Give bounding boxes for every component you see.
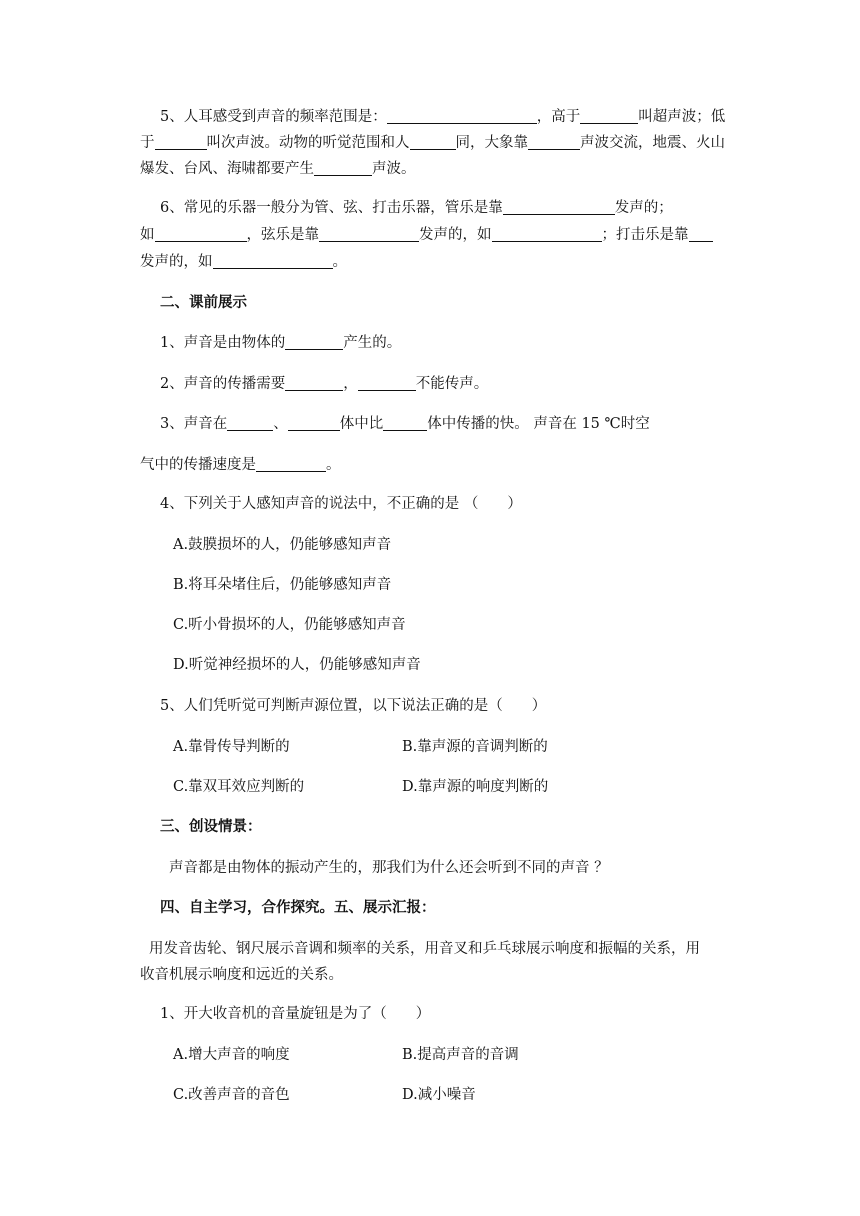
q5-text: 声波。	[372, 161, 416, 177]
answer-blank	[387, 108, 537, 124]
q6-text: 发声的；	[614, 200, 673, 216]
question-text: 2、声音的传播需要	[160, 376, 286, 392]
answer-blank	[285, 375, 343, 391]
q5-text: 于	[140, 135, 155, 151]
answer-blank	[227, 415, 273, 431]
option-b: B.将耳朵堵住后，仍能够感知声音	[173, 577, 392, 593]
q6-text: 6、常见的乐器一般分为管、弦、打击乐器，管乐是靠	[160, 200, 503, 216]
q5-line-3	[140, 159, 740, 179]
section-heading: 三、创设情景：	[160, 818, 262, 835]
q5-line-2	[140, 133, 740, 153]
q5-text: 声波交流，地震、火山	[580, 135, 725, 151]
q6-text: ；打击乐是靠	[601, 227, 689, 243]
question-text: 3、声音在	[160, 416, 228, 432]
q6-text: ，弦乐是靠	[246, 227, 319, 243]
answer-blank	[503, 199, 615, 215]
q6-text: 如	[140, 227, 155, 243]
s2-question-4: 4、下列关于人感知声音的说法中，不正确的是 （ ）	[160, 496, 522, 512]
answer-blank	[256, 456, 326, 472]
q6-text: 。	[332, 254, 347, 270]
q5-text: 叫超声波；低	[638, 109, 726, 125]
question-text: 体中比	[339, 416, 384, 432]
demo-text-line-2: 收音机展示响度和远近的关系。	[140, 967, 343, 983]
answer-blank	[314, 160, 372, 176]
option-c: C.靠双耳效应判断的	[173, 779, 305, 795]
s2-question-5: 5、人们凭听觉可判断声源位置，以下说法正确的是（ ）	[160, 698, 547, 714]
answer-blank	[580, 108, 638, 124]
answer-blank	[155, 226, 247, 242]
q6-text: 发声的，如	[140, 254, 213, 270]
q6-line-3	[140, 252, 740, 272]
answer-blank	[155, 134, 207, 150]
s4-question-1: 1、开大收音机的音量旋钮是为了（ ）	[160, 1006, 431, 1022]
s2-question-2	[160, 374, 760, 394]
question-text: 。	[326, 457, 341, 473]
option-b: B.提高声音的音调	[402, 1047, 519, 1063]
option-b: B.靠声源的音调判断的	[402, 739, 548, 755]
option-d: D.靠声源的响度判断的	[402, 779, 549, 795]
s2-question-1	[160, 333, 760, 353]
s2-question-3	[160, 414, 760, 434]
answer-blank	[410, 134, 456, 150]
question-text: 、	[273, 416, 288, 432]
option-a: A.靠骨传导判断的	[173, 739, 290, 755]
question-text: 气中的传播速度是	[140, 457, 256, 473]
answer-blank	[358, 375, 416, 391]
q5-text: 爆发、台风、海啸都要产生	[140, 161, 314, 177]
option-a: A.增大声音的响度	[173, 1047, 290, 1063]
answer-blank	[213, 253, 333, 269]
q5-line-1	[160, 107, 760, 127]
section-heading: 四、自主学习，合作探究。五、展示汇报：	[160, 899, 436, 916]
answer-blank	[492, 226, 602, 242]
section-heading: 二、课前展示	[160, 294, 247, 311]
option-d: D.听觉神经损坏的人，仍能够感知声音	[173, 657, 421, 673]
answer-blank	[288, 415, 340, 431]
answer-blank	[528, 134, 580, 150]
q5-text: 同，大象靠	[455, 135, 528, 151]
option-a: A.鼓膜损坏的人，仍能够感知声音	[173, 537, 392, 553]
q5-text: 叫次声波。动物的听觉范围和人	[206, 135, 410, 151]
question-text: 不能传声。	[415, 376, 489, 392]
s2-question-3-cont	[140, 455, 740, 475]
q6-line-1	[160, 198, 760, 218]
q6-line-2	[140, 225, 740, 245]
option-d: D.减小噪音	[402, 1087, 476, 1103]
q5-text: ，高于	[536, 109, 581, 125]
answer-blank	[285, 334, 343, 350]
demo-text-line-1: 用发音齿轮、钢尺展示音调和频率的关系，用音叉和乒乓球展示响度和振幅的关系，用	[149, 941, 700, 957]
question-text: 产生的。	[343, 335, 402, 351]
q5-text: 5、人耳感受到声音的频率范围是：	[160, 109, 387, 125]
answer-blank	[689, 226, 713, 242]
question-text: ，	[343, 376, 358, 392]
question-text: 体中传播的快。 声音在 15 ℃时空	[427, 416, 650, 432]
option-c: C.改善声音的音色	[173, 1087, 290, 1103]
scenario-text: 声音都是由物体的振动产生的，那我们为什么还会听到不同的声音 ？	[169, 860, 609, 876]
question-text: 1、声音是由物体的	[160, 335, 286, 351]
q6-text: 发声的，如	[419, 227, 492, 243]
answer-blank	[319, 226, 419, 242]
option-c: C.听小骨损坏的人，仍能够感知声音	[173, 617, 406, 633]
answer-blank	[383, 415, 427, 431]
